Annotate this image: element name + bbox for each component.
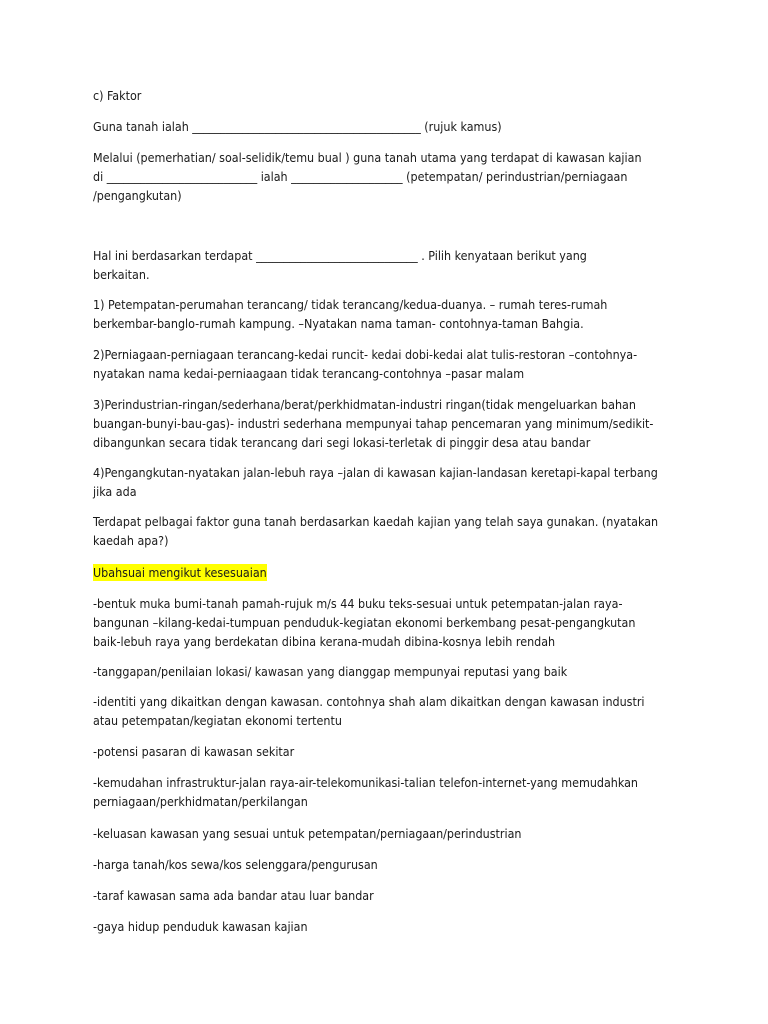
paragraph-terdapat bbox=[93, 512, 658, 550]
paragraph-line: -bentuk muka bumi-tanah pamah-rujuk m/s 44 buku teks-sesuai untuk petempatan-jalan raya- bbox=[93, 596, 623, 611]
paragraph-line: dibangunkan secara tidak terancang dari segi lokasi-terletak di pinggir desa atau bandar bbox=[93, 435, 591, 450]
section-heading bbox=[93, 86, 141, 105]
highlight-note bbox=[93, 563, 267, 582]
paragraph-line: -keluasan kawasan yang sesuai untuk petempatan/perniagaan/perindustrian bbox=[93, 826, 522, 841]
paragraph-line: -identiti yang dikaitkan dengan kawasan. contohnya shah alam dikaitkan dengan kawasan industri bbox=[93, 694, 645, 709]
bullet-taraf-kawasan bbox=[93, 886, 374, 905]
paragraph-line: Melalui (pemerhatian/ soal-selidik/temu bual ) guna tanah utama yang terdapat di kawasan kajian bbox=[93, 150, 642, 165]
paragraph-line: Hal ini berdasarkan terdapat _____________________________ . Pilih kenyataan berikut yang bbox=[93, 248, 587, 263]
paragraph-line: baik-lebuh raya yang berdekatan dibina kerana-mudah dibina-kosnya lebih rendah bbox=[93, 634, 556, 649]
paragraph-line: -gaya hidup penduduk kawasan kajian bbox=[93, 919, 308, 934]
heading-text: c) Faktor bbox=[93, 88, 142, 103]
paragraph-line: 2)Perniagaan-perniagaan terancang-kedai runcit- kedai dobi-kedai alat tulis-restoran –contohnya- bbox=[93, 347, 638, 362]
paragraph-line: kaedah apa?) bbox=[93, 533, 169, 548]
paragraph-line: di ___________________________ ialah ____________________ (petempatan/ perindustrian/perniagaan bbox=[93, 169, 628, 184]
paragraph-line: 1) Petempatan-perumahan terancang/ tidak terancang/kedua-duanya. – rumah teres-rumah bbox=[93, 297, 608, 312]
paragraph-line: -harga tanah/kos sewa/kos selenggara/pengurusan bbox=[93, 857, 378, 872]
bullet-kemudahan bbox=[93, 773, 638, 811]
paragraph-hal-ini bbox=[93, 246, 587, 284]
paragraph-line: nyatakan nama kedai-perniaagaan tidak terancang-contohnya –pasar malam bbox=[93, 366, 525, 381]
paragraph-line: buangan-bunyi-bau-gas)- industri sederhana mempunyai tahap pencemaran yang minimum/sedikit- bbox=[93, 416, 654, 431]
list-item-perniagaan bbox=[93, 345, 637, 383]
bullet-potensi-pasaran bbox=[93, 742, 294, 761]
paragraph-line: berkaitan. bbox=[93, 267, 150, 282]
paragraph-line: bangunan –kilang-kedai-tumpuan penduduk-kegiatan ekonomi berkembang pesat-pengangkutan bbox=[93, 615, 636, 630]
paragraph-line: /pengangkutan) bbox=[93, 188, 182, 203]
bullet-gaya-hidup bbox=[93, 917, 308, 936]
paragraph-line: perniagaan/perkhidmatan/perkilangan bbox=[93, 794, 308, 809]
paragraph-line: -potensi pasaran di kawasan sekitar bbox=[93, 744, 295, 759]
paragraph-line: Guna tanah ialah _________________________________________ (rujuk kamus) bbox=[93, 119, 502, 134]
list-item-petempatan bbox=[93, 295, 607, 333]
bullet-tanggapan bbox=[93, 662, 567, 681]
highlighted-text: Ubahsuai mengikut kesesuaian bbox=[93, 565, 267, 580]
paragraph-line: jika ada bbox=[93, 484, 137, 499]
list-item-perindustrian bbox=[93, 395, 653, 452]
bullet-identiti bbox=[93, 692, 645, 730]
paragraph-melalui bbox=[93, 148, 642, 205]
bullet-harga-tanah bbox=[93, 855, 378, 874]
bullet-keluasan bbox=[93, 824, 521, 843]
paragraph-line: 3)Perindustrian-ringan/sederhana/berat/perkhidmatan-industri ringan(tidak mengeluarkan bahan bbox=[93, 397, 636, 412]
bullet-bentuk-muka-bumi bbox=[93, 594, 635, 651]
paragraph-line: -kemudahan infrastruktur-jalan raya-air-telekomunikasi-talian telefon-internet-yang memudahkan bbox=[93, 775, 638, 790]
paragraph-line: 4)Pengangkutan-nyatakan jalan-lebuh raya –jalan di kawasan kajian-landasan keretapi-kapal terbang bbox=[93, 465, 658, 480]
list-item-pengangkutan bbox=[93, 463, 658, 501]
paragraph-line: -taraf kawasan sama ada bandar atau luar bandar bbox=[93, 888, 374, 903]
paragraph-guna-tanah bbox=[93, 117, 502, 136]
paragraph-line: atau petempatan/kegiatan ekonomi tertentu bbox=[93, 713, 342, 728]
paragraph-line: berkembar-banglo-rumah kampung. –Nyatakan nama taman- contohnya-taman Bahgia. bbox=[93, 316, 584, 331]
paragraph-line: Terdapat pelbagai faktor guna tanah berdasarkan kaedah kajian yang telah saya gunakan. (nyatakan bbox=[93, 514, 659, 529]
paragraph-line: -tanggapan/penilaian lokasi/ kawasan yang dianggap mempunyai reputasi yang baik bbox=[93, 664, 568, 679]
